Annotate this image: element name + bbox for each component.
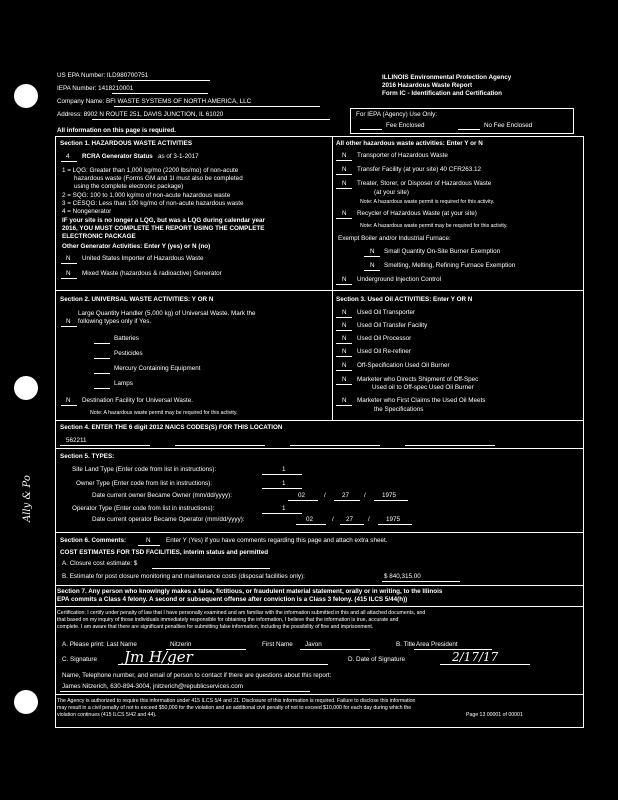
- site-land-value: 1: [282, 466, 286, 473]
- slash: /: [324, 492, 326, 499]
- date-label: D. Date of Signature: [348, 656, 406, 663]
- row-divider: [55, 585, 583, 586]
- transfer-value: N: [342, 166, 347, 173]
- section6-title: Section 6. Comments:: [60, 537, 127, 544]
- closure-cost-blank: [152, 568, 270, 569]
- owner-yyyy: 1975: [382, 492, 397, 499]
- row-divider: [55, 694, 583, 695]
- underline: [262, 474, 302, 475]
- underline: [296, 524, 326, 525]
- small-qty-label: Small Quantity On-Site Burner Exemption: [384, 248, 501, 255]
- certification-1: Certification: I certify under penalty of law that I have personally examined and am familiar with the information submitted in this and all attached documents, and: [57, 610, 426, 616]
- page-number: Page 13 00001 of 00001: [466, 712, 523, 718]
- smelting-value: N: [370, 262, 375, 269]
- lq-handler-value: N: [66, 318, 71, 325]
- recycler-label: Recycler of Hazardous Waste (at your site): [357, 210, 477, 217]
- oil-transporter-label: Used Oil Transporter: [357, 309, 416, 316]
- print-name-label: A. Please print: Last Name: [62, 641, 137, 648]
- lamps-label: Lamps: [114, 380, 133, 387]
- other-activities-title: All other hazardous waste activities: Enter Y or N: [336, 140, 483, 147]
- underline: [112, 93, 208, 94]
- us-importer-label: United States Importer of Hazardous Waste: [82, 255, 204, 262]
- title-label: B. Title: [396, 641, 416, 648]
- footer-1: The Agency is authorized to require this information under 415 ILCS 5/4 and 21. Disclosure of this information is required. Failure to disclose this information: [57, 698, 416, 704]
- naics-blank: [175, 445, 265, 446]
- underline: [336, 218, 352, 219]
- tsd-note: Note: A hazardous waste permit is required for this activity.: [360, 199, 495, 205]
- underline: [61, 405, 77, 406]
- operator-mm: 02: [306, 516, 314, 523]
- section2-note: Note: A hazardous waste permit may be required for this activity.: [90, 410, 238, 416]
- fee-blank: [360, 129, 382, 130]
- uic-value: N: [342, 276, 347, 283]
- small-qty-value: N: [370, 248, 375, 255]
- agency-name: ILLINOIS Environmental Protection Agency: [382, 74, 512, 81]
- naics-blank: [290, 445, 380, 446]
- destination-value: N: [66, 397, 71, 404]
- section5-title: Section 5. TYPES:: [60, 453, 115, 460]
- comments-value: N: [146, 537, 151, 544]
- underline: [336, 405, 352, 406]
- agency-use-label: For IEPA (Agency) Use Only:: [356, 111, 438, 118]
- operator-type-label: Operator Type (Enter code from list in instructions):: [72, 505, 215, 512]
- rcra-status-label: RCRA Generator Status: [82, 153, 153, 160]
- oil-transporter-value: N: [342, 309, 347, 316]
- marketer2-label: Marketer who First Claims the Used Oil Meets: [357, 397, 486, 404]
- underline: [364, 256, 380, 257]
- section3-title: Section 3. Used Oil ACTIVITIES: Enter Y OR N: [336, 296, 473, 303]
- rcra-status-value: 4: [66, 153, 70, 160]
- owner-type-label: Owner Type (Enter code from list in instructions):: [76, 480, 213, 487]
- underline: [378, 524, 412, 525]
- underline: [138, 545, 160, 546]
- iepa-number: IEPA Number: 1418210001: [57, 85, 134, 92]
- first-name: Javon: [305, 641, 322, 648]
- fee-enclosed: Fee Enclosed: [386, 122, 425, 129]
- title-value: Area President: [416, 641, 458, 648]
- oil-transfer-value: N: [342, 322, 347, 329]
- owner-type-value: 1: [282, 480, 286, 487]
- closure-cost-label: A. Closure cost estimate: $: [62, 560, 138, 567]
- other-generator-title: Other Generator Activities: Enter Y (yes) or N (no): [62, 243, 211, 250]
- section2-title: Section 2. UNIVERSAL WASTE ACTIVITIES: Y OR N: [60, 296, 214, 303]
- no-fee-blank: [458, 129, 480, 130]
- pesticides-label: Pesticides: [114, 350, 143, 357]
- margin-handwriting: Ally & Po: [22, 475, 33, 522]
- underline: [382, 581, 460, 582]
- row-divider: [55, 448, 583, 449]
- smelting-label: Smelting, Melting, Refining Furnace Exemption: [384, 262, 516, 269]
- underline: [262, 488, 302, 489]
- punch-hole-top: [14, 84, 38, 108]
- oil-processor-label: Used Oil Processor: [357, 335, 412, 342]
- underline: [336, 356, 352, 357]
- underline: [374, 500, 408, 501]
- underline: [288, 500, 318, 501]
- marketer1-label: Marketer who Directs Shipment of Off-Spec: [357, 376, 479, 383]
- row-divider: [55, 606, 583, 607]
- postclosure-value: $ 840,315.00: [384, 573, 421, 580]
- no-fee-enclosed: No Fee Enclosed: [484, 122, 533, 129]
- offspec-value: N: [342, 362, 347, 369]
- lq-handler-line2: following types only if Yes.: [78, 318, 152, 325]
- underline: [61, 326, 77, 327]
- operator-date-label: Date current operator Became Operator (mm/dd/yyyy):: [92, 516, 245, 523]
- underline: [114, 106, 320, 107]
- underline: [60, 691, 310, 692]
- us-importer-value: N: [66, 255, 71, 262]
- column-divider: [332, 136, 333, 420]
- first-name-label: First Name: [262, 641, 293, 648]
- destination-label: Destination Facility for Universal Waste.: [82, 397, 194, 404]
- underline: [334, 500, 360, 501]
- rcra-as-of: as of 3-1-2017: [158, 153, 199, 160]
- section4-title: Section 4. ENTER THE 6 digit 2012 NAICS CODES(S) FOR THIS LOCATION: [60, 424, 283, 431]
- punch-hole-middle: [14, 376, 38, 400]
- tsd-label: Treater, Storer, or Disposer of Hazardous Waste: [357, 180, 492, 187]
- owner-mm: 02: [298, 492, 306, 499]
- owner-dd: 27: [342, 492, 350, 499]
- postclosure-label: B. Estimate for post closure monitoring and maintenance costs (disposal facilities only):: [62, 573, 305, 580]
- transporter-value: N: [342, 152, 347, 159]
- row-divider: [55, 290, 583, 291]
- footer-3: violation continues (415 ILCS 5/42 and 44).: [57, 712, 157, 718]
- underline: [336, 188, 352, 189]
- punch-hole-bottom: [14, 690, 38, 714]
- generator-category-2: 2 = SQG: 100 to 1,000 kg/mo of non-acute hazardous waste: [62, 192, 231, 199]
- epa-number: US EPA Number: ILD980700751: [57, 72, 149, 79]
- slash: /: [364, 492, 366, 499]
- operator-yyyy: 1975: [386, 516, 401, 523]
- info-required-note: All information on this page is required.: [57, 127, 176, 134]
- underline: [336, 330, 352, 331]
- generator-category-1c: using the complete electronic package): [74, 183, 184, 190]
- form-title: Form IC - Identification and Certification: [382, 90, 502, 97]
- exempt-title: Exempt Boiler and/or Industrial Furnace:: [338, 235, 451, 242]
- marketer1-sub: Used oil to Off-spec Used Oil Burner: [372, 384, 474, 391]
- batteries-blank: [94, 343, 110, 344]
- tsd-sub: (at your site): [374, 189, 409, 196]
- generator-category-1b: hazardous waste (Forms GM and 1I must also be completed: [74, 175, 243, 182]
- owner-date-label: Date current owner Became Owner (mm/dd/yyyy):: [92, 492, 232, 499]
- recycler-note: Note: A hazardous waste permit may be required for this activity.: [360, 223, 508, 229]
- marketer2-sub: the Specifications: [374, 406, 424, 413]
- comments-text: Enter Y (Yes) if you have comments regarding this page and attach extra sheet.: [166, 537, 388, 544]
- oil-processor-value: N: [342, 335, 347, 342]
- generator-category-4: 4 = Nongenerator: [62, 208, 112, 215]
- slash: /: [368, 516, 370, 523]
- row-divider: [55, 532, 583, 533]
- felony-warning-2: EPA commits a Class 4 felony. A second or subsequent offense after conviction is a Class 3 felony. (415 ILCS 5/44(h)): [57, 596, 408, 603]
- underline: [340, 524, 364, 525]
- company-name: Company Name: BFI WASTE SYSTEMS OF NORTH AMERICA, LLC: [57, 98, 252, 105]
- underline: [336, 284, 352, 285]
- underline: [300, 649, 370, 650]
- lamps-blank: [94, 388, 110, 389]
- lqg-warning-2: 2016, YOU MUST COMPLETE THE REPORT USING THE COMPLETE: [62, 225, 265, 232]
- underline: [61, 278, 77, 279]
- generator-category-3: 3 = CESQG: Less than 100 kg/mo of non-acute hazardous waste: [62, 200, 244, 207]
- underline: [61, 263, 77, 264]
- operator-dd: 27: [346, 516, 354, 523]
- oil-refiner-label: Used Oil Re-refiner: [357, 348, 411, 355]
- transporter-label: Transporter of Hazardous Waste: [357, 152, 448, 159]
- marketer2-value: N: [342, 397, 347, 404]
- batteries-label: Batteries: [114, 335, 139, 342]
- report-title: 2016 Hazardous Waste Report: [382, 82, 473, 89]
- underline: [61, 161, 77, 162]
- mixed-waste-label: Mixed Waste (hazardous & radioactive) Generator: [82, 270, 222, 277]
- lqg-warning-3: ELECTRONIC PACKAGE: [62, 233, 136, 240]
- signature-date: 2/17/17: [452, 650, 499, 664]
- slash: /: [332, 516, 334, 523]
- felony-warning-1: Section 7. Any person who knowingly makes a false, fictitious, or fraudulent material statement, orally or in writing, to the Illinois: [57, 588, 443, 595]
- recycler-value: N: [342, 210, 347, 217]
- mercury-blank: [94, 373, 110, 374]
- naics-underline: [60, 445, 150, 446]
- row-divider: [55, 420, 583, 421]
- naics-code: 562211: [66, 437, 87, 444]
- oil-refiner-value: N: [342, 348, 347, 355]
- transfer-label: Transfer Facility (at your site) 40 CFR263.12: [357, 166, 481, 173]
- underline: [336, 174, 352, 175]
- site-land-label: Site Land Type (Enter code from list in instructions):: [72, 466, 217, 473]
- certification-3: complete. I am aware that there are significant penalties for submitting false information, including the possibility of fine and imprisonment.: [57, 624, 374, 630]
- signature-line: [118, 664, 328, 665]
- underline: [262, 513, 302, 514]
- tsd-value: N: [342, 180, 347, 187]
- marketer1-value: N: [342, 376, 347, 383]
- naics-blank: [405, 445, 495, 446]
- signature: Jm H/ger: [124, 648, 193, 666]
- contact-label: Name, Telephone number, and email of person to contact if there are questions about this report:: [62, 672, 332, 679]
- footer-2: may result in a civil penalty of not to exceed $50,000 for the violation and an additional civil penalty of not to exceed $10,000 for each day during which the: [57, 705, 412, 711]
- underline: [336, 343, 352, 344]
- underline: [336, 317, 352, 318]
- operator-type-value: 1: [282, 505, 286, 512]
- uic-label: Underground Injection Control: [357, 276, 442, 283]
- underline: [336, 160, 352, 161]
- signature-label: C. Signature: [62, 656, 98, 663]
- underline: [336, 384, 352, 385]
- lqg-warning-1: IF your site is no longer a LQG, but was a LQG during calendar year: [62, 217, 265, 224]
- underline: [336, 370, 352, 371]
- generator-category-1: 1 = LQG: Greater than 1,000 kg/mo (2200 lbs/mo) of non-acute: [62, 167, 239, 174]
- underline: [118, 80, 210, 81]
- contact-info: James Nitzerich, 630-894-3004, jnitzerich@republicservices.com: [62, 683, 244, 690]
- offspec-label: Off-Specification Used Oil Burner: [357, 362, 450, 369]
- mixed-waste-value: N: [66, 270, 71, 277]
- last-name: Nitzerin: [170, 641, 192, 648]
- underline: [440, 664, 530, 665]
- oil-transfer-label: Used Oil Transfer Facility: [357, 322, 428, 329]
- certification-2: that based on my inquiry of those individuals immediately responsible for obtaining the information, I believe that the information is true, accurate and: [57, 617, 399, 623]
- lq-handler-line1: Large Quantity Handler (5,000 kg) of Universal Waste. Mark the: [78, 310, 256, 317]
- underline: [364, 270, 380, 271]
- cost-estimates-title: COST ESTIMATES FOR TSD FACILITIES, interim status and permitted: [60, 549, 269, 556]
- underline: [92, 119, 330, 120]
- mercury-label: Mercury Containing Equipment: [114, 365, 201, 372]
- section1-title: Section 1. HAZARDOUS WASTE ACTIVITIES: [60, 140, 193, 147]
- pesticides-blank: [94, 358, 110, 359]
- site-address: Address: 8902 N ROUTE 251, DAVIS JUNCTION, IL 61020: [57, 111, 224, 118]
